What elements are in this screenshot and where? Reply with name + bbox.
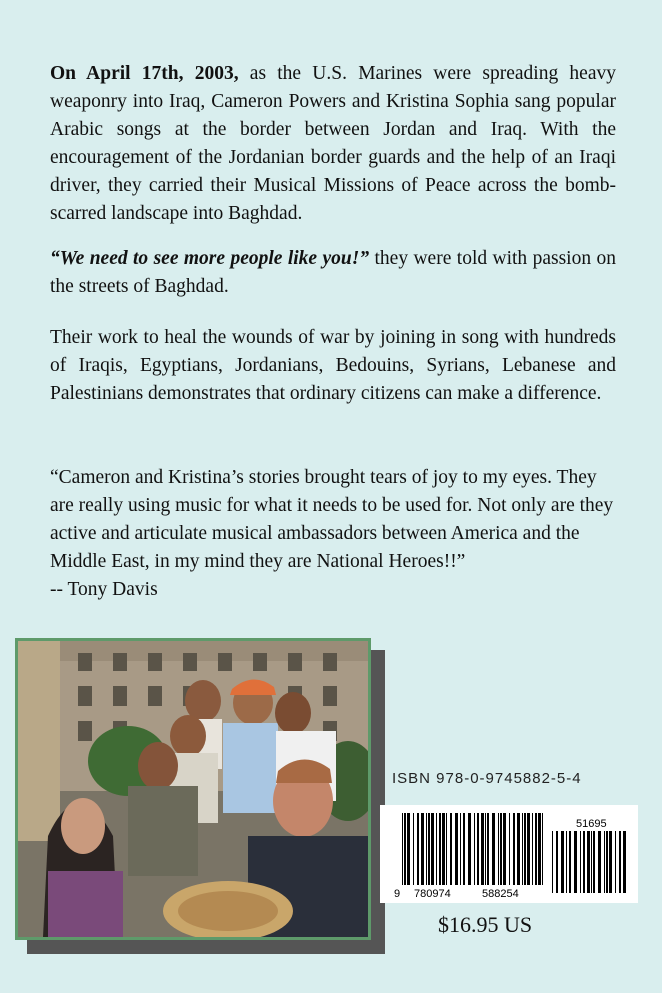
- barcode-bar: [587, 831, 590, 893]
- barcode-bar: [591, 831, 592, 893]
- barcode-bar: [606, 831, 608, 893]
- barcode-bar: [538, 813, 541, 885]
- barcode-bar: [532, 813, 533, 885]
- barcode-graphic: [380, 805, 638, 903]
- barcode-bar: [404, 813, 406, 885]
- barcode-bar: [615, 831, 616, 893]
- barcode-first-digit: 9: [394, 888, 401, 900]
- barcode-bar: [566, 831, 567, 893]
- group-photo-illustration: [18, 641, 368, 937]
- barcode-bar: [522, 813, 523, 885]
- barcode-bar: [413, 813, 414, 885]
- barcode-bar: [598, 831, 601, 893]
- testimonial-attribution: -- Tony Davis: [50, 579, 158, 600]
- barcode-bar: [474, 813, 475, 885]
- barcode-right-digits: 588254: [482, 888, 519, 900]
- barcode-bar: [417, 813, 419, 885]
- barcode-bar: [509, 813, 510, 885]
- barcode-bar: [402, 813, 403, 885]
- barcode-bar: [446, 813, 447, 885]
- testimonial-text: “Cameron and Kristina’s stories brought tears of joy to my eyes. They are really using music for what it needs to be used for. Not only are they active and articulate musical ambassadors between America and the Middle East, in my mind they are National Heroes!!”: [50, 467, 614, 572]
- barcode-bar: [574, 831, 577, 893]
- barcode-bar: [431, 813, 434, 885]
- barcode-bar: [623, 831, 626, 893]
- barcode-bar: [604, 831, 605, 893]
- price-code-bars: [552, 831, 626, 893]
- barcode-bar: [442, 813, 445, 885]
- quote-paragraph: [50, 245, 616, 301]
- street-quote: “We need to see more people like you!”: [50, 248, 370, 269]
- barcode-bar: [542, 813, 543, 885]
- price-label: $16.95 US: [438, 912, 533, 937]
- barcode-bar: [463, 813, 465, 885]
- barcode-bar: [619, 831, 621, 893]
- barcode-bar: [460, 813, 461, 885]
- barcode-bar: [580, 831, 581, 893]
- barcode-bar: [609, 831, 612, 893]
- barcode-bar: [500, 813, 502, 885]
- intro-date: On April 17th, 2003,: [50, 63, 239, 84]
- barcode-bar: [455, 813, 458, 885]
- barcode-left-digits: 780974: [414, 888, 451, 900]
- barcode-bar: [561, 831, 564, 893]
- barcode-bar: [485, 813, 486, 885]
- price-code-digits: 51695: [576, 818, 607, 830]
- barcode-bar: [517, 813, 520, 885]
- barcode-bar: [569, 831, 571, 893]
- barcode-bar: [439, 813, 441, 885]
- barcode-bar: [428, 813, 430, 885]
- cover-photo: [15, 638, 371, 940]
- barcode-bar: [556, 831, 558, 893]
- isbn-text: ISBN 978-0-9745882-5-4: [392, 770, 582, 787]
- barcode-bar: [468, 813, 471, 885]
- barcode-bar: [436, 813, 437, 885]
- barcode-bar: [487, 813, 489, 885]
- barcode-bar: [593, 831, 595, 893]
- barcode: [380, 805, 638, 903]
- quote-context: they were told with passion on the streets of Baghdad.: [50, 248, 616, 297]
- barcode-bar: [552, 831, 553, 893]
- barcode-bar: [407, 813, 410, 885]
- barcode-bar: [421, 813, 424, 885]
- barcode-bar: [535, 813, 537, 885]
- ean-bars: [402, 813, 543, 885]
- barcode-bar: [450, 813, 452, 885]
- barcode-bar: [492, 813, 495, 885]
- barcode-bar: [513, 813, 515, 885]
- barcode-bar: [426, 813, 427, 885]
- work-paragraph: Their work to heal the wounds of war by joining in song with hundreds of Iraqis, Egyptians, Jordanians, Bedouins, Syrians, Lebanese and Palestinians demonstrates that ordinary citizens can make a difference.: [50, 327, 616, 404]
- barcode-bar: [498, 813, 499, 885]
- barcode-bar: [477, 813, 479, 885]
- barcode-bar: [583, 831, 585, 893]
- barcode-bar: [503, 813, 506, 885]
- barcode-bar: [524, 813, 526, 885]
- intro-text: as the U.S. Marines were spreading heavy weaponry into Iraq, Cameron Powers and Kristina Sophia sang popular Arabic songs at the border between Jordan and Iraq. With the encouragement of the Jordanian border guards and the help of an Iraqi driver, they carried their Musical Missions of Peace across the bomb-scarred landscape into Baghdad.: [50, 63, 616, 224]
- intro-paragraph: [50, 60, 616, 228]
- barcode-bar: [481, 813, 484, 885]
- barcode-bar: [527, 813, 530, 885]
